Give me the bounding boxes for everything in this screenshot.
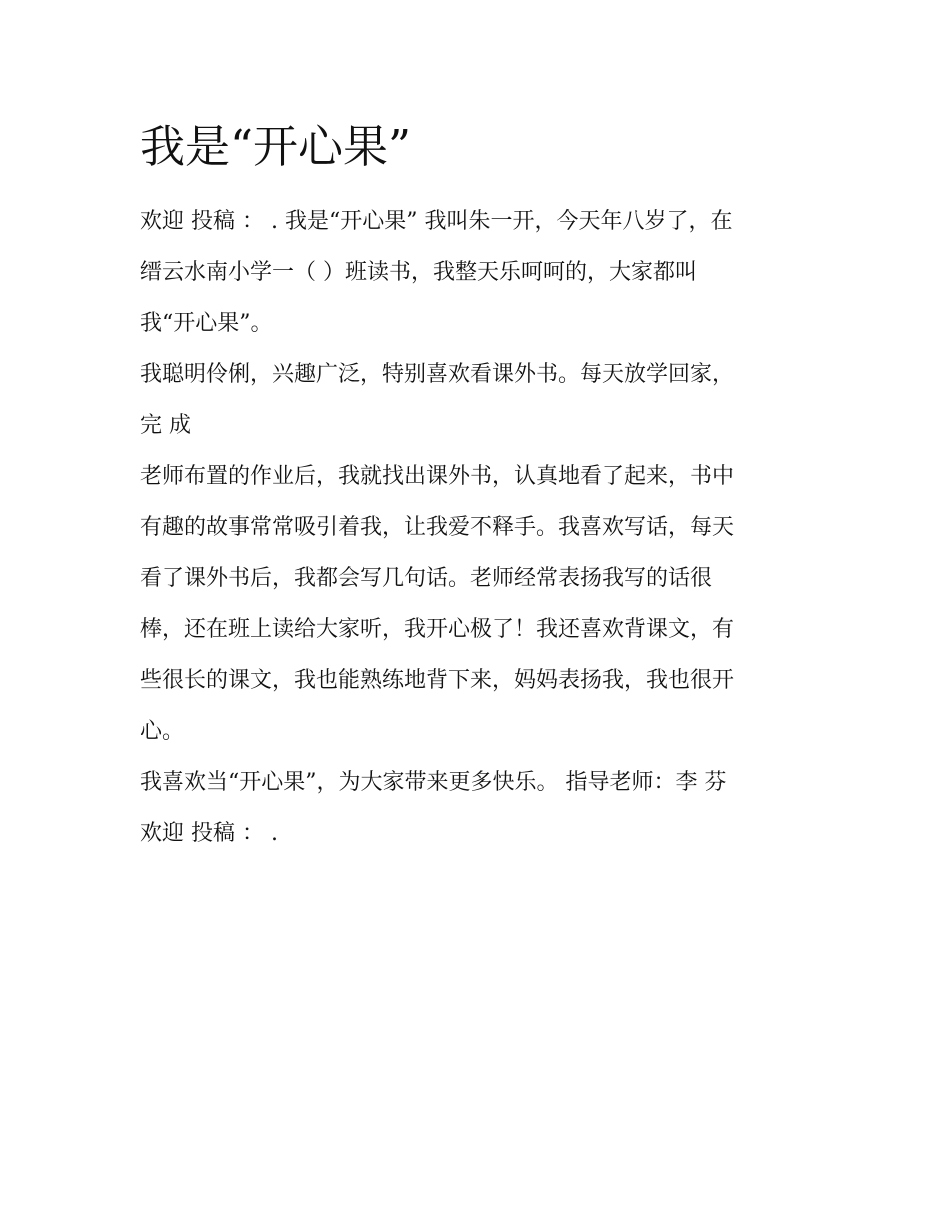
text-line: 欢迎 投稿 ： . 我是“开心果” 我叫朱一开，今天年八岁了，在 (140, 209, 733, 234)
text-line: 看了课外书后，我都会写几句话。老师经常表扬我写的话很 (140, 566, 713, 591)
document-title: 我是“开心果” (140, 120, 412, 173)
text-line: 老师布置的作业后，我就找出课外书，认真地看了起来，书中 (140, 464, 735, 489)
text-line: 欢迎 投稿 ： . (140, 821, 278, 846)
text-line: 我“开心果”。 (140, 311, 273, 336)
text-line: 有趣的故事常常吸引着我，让我爱不释手。我喜欢写话，每天 (140, 515, 735, 540)
text-line: 棒，还在班上读给大家听，我开心极了！我还喜欢背课文，有 (140, 617, 735, 642)
text-line: 缙云水南小学一（ ）班读书，我整天乐呵呵的，大家都叫 (140, 260, 697, 285)
text-line: 我聪明伶俐，兴趣广泛，特别喜欢看课外书。每天放学回家， (140, 362, 735, 387)
text-line: 些很长的课文，我也能熟练地背下来，妈妈表扬我，我也很开 (140, 668, 735, 693)
text-line: 心。 (140, 719, 185, 744)
text-line: 完 成 (140, 413, 191, 438)
text-line: 我喜欢当“开心果”，为大家带来更多快乐。 指导老师：李 芬 (140, 770, 727, 795)
